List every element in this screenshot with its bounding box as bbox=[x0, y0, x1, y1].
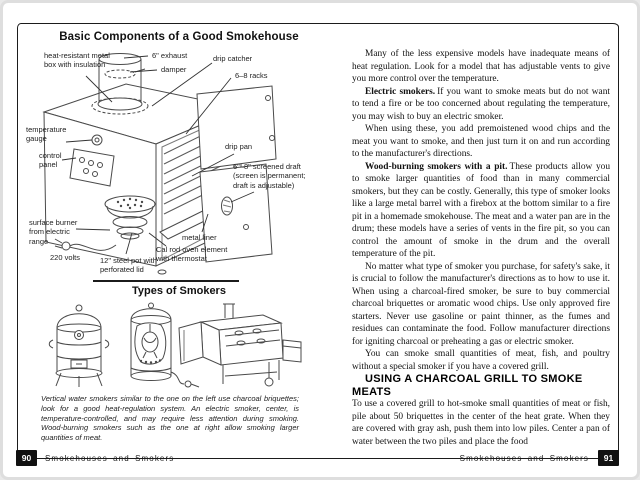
running-title-right: Smokehouses and Smokers bbox=[459, 454, 589, 463]
label-cal-rod-element: Cal rod oven element with thermostat bbox=[156, 245, 228, 264]
label-220-volts: 220 volts bbox=[50, 253, 81, 262]
vertical-water-smoker-illustration bbox=[49, 305, 109, 387]
section-heading: USING A CHARCOAL GRILL TO SMOKE MEATS bbox=[352, 373, 583, 398]
smokers-caption: Vertical water smokers similar to the one on the left use charcoal briquettes; look for a good heat-regulation system. An electric smoker, center, is temperature-controlled, and may require less attention during smoking. Wood-burning smokers such as the one at right allow smoking larger quantities of meat. bbox=[41, 394, 299, 442]
paragraph: Wood-burning smokers with a pit. These products allow you to smoke larger quantities of food than in many commercial smokers, but they can be costly. Generally, this type of smoker looks like a large metal barrel with a firebox at the bottom similar to a fire pit in a homemade smokehouse. The meat and a water pan are in the drum; these models have a series of vents in the fire pit, so you can control the amount of smoke in the drum and the overall temperature of the pit. bbox=[352, 161, 611, 259]
paragraph: Electric smokers. If you want to smoke meats but do not want to tend a fire or be too concerned about regulating the temperature, you may wish to buy an electric smoker. bbox=[352, 86, 610, 122]
label-drip-pan: drip pan bbox=[225, 142, 253, 151]
paragraph-lead: Electric smokers. bbox=[365, 86, 436, 97]
label-control-panel: control panel bbox=[39, 151, 62, 170]
label-damper: damper bbox=[161, 65, 187, 74]
label-heat-resistant-box: heat-resistant metal box with insulation bbox=[44, 51, 110, 70]
label-exhaust: 6" exhaust bbox=[152, 51, 188, 60]
running-title-left: Smokehouses and Smokers bbox=[45, 454, 175, 463]
paragraph: Many of the less expensive models have inadequate means of heat regulation. Look for a model that has adjustable vents to give you more control over the temperature. bbox=[352, 49, 610, 84]
smoker-types-illustration bbox=[29, 302, 309, 392]
right-page-text bbox=[352, 48, 610, 448]
wood-burning-smoker-illustration bbox=[179, 304, 301, 386]
paragraph: No matter what type of smoker you purchase, for safety's sake, it is crucial to follow the manufacturer's directions as to how to use it. When using a charcoal-fired smoker, be sure to buy commercial charcoal briquettes or aromatic wood chips. Use only approved fire starters. Never use gasoline or paint thinner, as the fumes and residues can contaminate the food. Follow manufacturer directions for igniting charcoal or preheating a gas or electric smoker. bbox=[352, 261, 610, 347]
page-number-left: 90 bbox=[16, 450, 37, 466]
label-racks: 6–8 racks bbox=[235, 71, 268, 80]
paragraph-lead: Wood-burning smokers with a pit. bbox=[365, 161, 508, 172]
label-temperature-gauge: temperature gauge bbox=[26, 125, 67, 144]
page-spread bbox=[17, 23, 619, 463]
label-steel-pot: 12" steel pot with perforated lid bbox=[100, 256, 157, 275]
label-surface-burner: surface burner from electric range bbox=[29, 218, 78, 246]
types-of-smokers-heading: Types of Smokers bbox=[132, 285, 226, 297]
page-number-right: 91 bbox=[598, 450, 619, 466]
paragraph: When using these, you add premoistened wood chips and the meat you want to smoke, and then just turn it on and run according to the manufacturer's directions. bbox=[352, 124, 610, 159]
label-screened-draft: 6"–8" screened draft (screen is permanent; draft is adjustable) bbox=[233, 162, 306, 190]
label-metal-liner: metal liner bbox=[182, 233, 217, 242]
label-drip-catcher: drip catcher bbox=[213, 54, 253, 63]
paragraph: To use a covered grill to hot-smoke small quantities of meat or fish, pile about 50 briquettes in the center of the heat grate. When they are covered with gray ash, push them into low piles. Center a pan of water between the two piles and place the food bbox=[352, 399, 610, 447]
section-divider bbox=[93, 280, 239, 282]
paragraph: You can smoke small quantities of meat, fish, and poultry without a special smoker if you have a covered grill. bbox=[352, 349, 610, 372]
diagram-title: Basic Components of a Good Smokehouse bbox=[59, 31, 299, 43]
